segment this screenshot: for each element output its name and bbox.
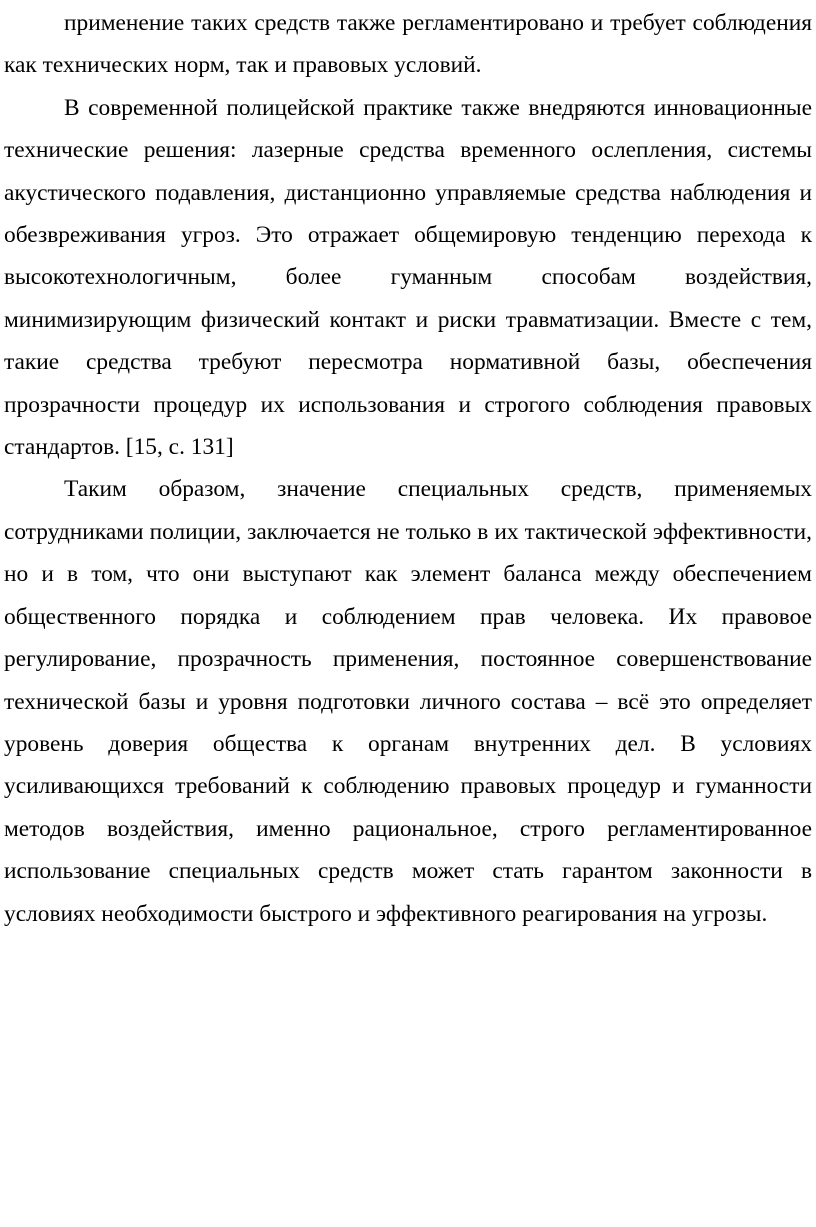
document-body	[4, 2, 812, 935]
paragraph-conclusion: Таким образом, значение специальных средств, применяемых сотрудниками полиции, заключается не только в их тактической эффективности, но и в том, что они выступают как элемент баланса между обеспечением общественного порядка и соблюдением прав человека. Их правовое регулирование, прозрачность применения, постоянное совершенствование технической базы и уровня подготовки личного состава – всё это определяет уровень доверия общества к органам внутренних дел. В условиях усиливающихся требований к соблюдению правовых процедур и гуманности методов воздействия, именно рациональное, строго регламентированное использование специальных средств может стать гарантом законности в условиях необходимости быстрого и эффективного реагирования на угрозы.	[4, 476, 812, 927]
paragraph-continuation: применение таких средств также регламентировано и требует соблюдения как технических норм, так и правовых условий.	[4, 10, 812, 79]
paragraph-innovations: В современной полицейской практике также внедряются инновационные технические решения: лазерные средства временного ослепления, системы акустического подавления, дистанционно управляемые средства наблюдения и обезвреживания угроз. Это отражает общемировую тенденцию перехода к высокотехнологичным, более гуманным способам воздействия, минимизирующим физический контакт и риски травматизации. Вместе с тем, такие средства требуют пересмотра нормативной базы, обеспечения прозрачности процедур их использования и строгого соблюдения правовых стандартов. [15, с. 131]	[4, 94, 812, 461]
